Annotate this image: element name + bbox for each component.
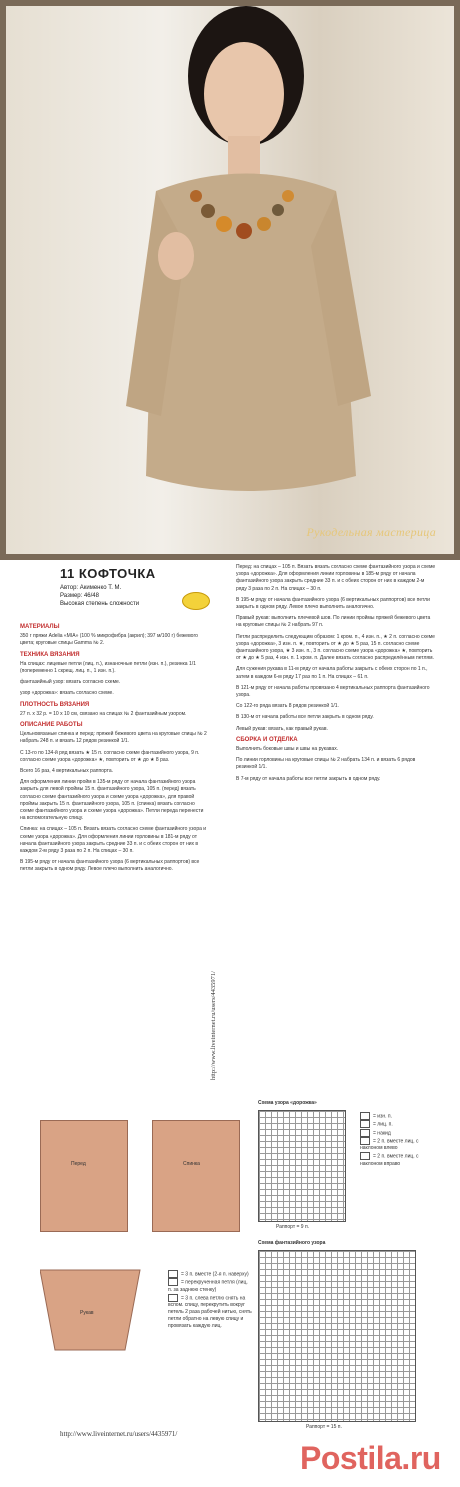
work-title: ОПИСАНИЕ РАБОТЫ bbox=[20, 722, 83, 729]
legend-item-wrap: = 3 п. слева петлю снять на вспом. спицу, перекрутить вокруг петель 2 раза рабочей нитью, снять петли обратно на левую спицу и провязать каждую лиц. bbox=[168, 1294, 252, 1329]
sleeve-text-2: Петли распределить следующим образом: 1 кром. п., 4 изн. п., ★ 2 п. согласно схеме узора «дорожка», 3 изн. п. ★, повторить от ★ до ★ 5 раз, 15 п. согласно схеме фантазийного узора, ★ 3 изн. п., 3 п. согласно схеме узора «дорожка» ★, повторить от ★ до ★ 5 раз, 4 изн. п. 1 кром. п. Далее вязать согласно распределённым петлям. bbox=[236, 633, 435, 662]
photo-watermark: Рукодельная мастерица bbox=[306, 525, 436, 539]
work-text-6: В 195-м ряду от начала фантазийного узора (6 вертикальных раппортов) все петли закрыть в одном ряду. Левое плечо выполнить аналогично. bbox=[20, 859, 200, 873]
work-text-1: Цельновязаные спинка и перед: пряжей бежевого цвета на круговые спицы № 2 набрать 248 п. и вязать 12 рядов резинкой 1/1. bbox=[20, 731, 207, 745]
pattern-schemes bbox=[20, 1100, 460, 1480]
assembly-title: СБОРКА И ОТДЕЛКА bbox=[236, 736, 298, 743]
work-text-4: Для оформления линии пройм в 135-м ряду от начала фантазийного узора закрыть для левой проймы 15 п. фантазийного узора, 105 п. (перед) вязать согласно схеме фантазийного узора и схеме узора «дорожка», для правой проймы закрыть 15 п. фантазийного узора, 105 п. (спинка) вязать согласно схеме фантазийного узора и схеме узора «дорожка». Петли переда перенести на вспомогательную спицу. bbox=[20, 779, 204, 822]
technique-title: ТЕХНИКА ВЯЗАНИЯ bbox=[20, 651, 80, 658]
front-text: Перед: на спицах – 105 п. Вязать вязать согласно схеме фантазийного узора и схеме узора «дорожка». Для оформления линии горловины в 185-м ряду от начала фантазийного узора закрыть средние 33 п. и с обеих сторон от них в каждом 2-м ряду 3 раза по 2 п. На спицах – 30 п. bbox=[236, 564, 436, 592]
sleeve-label: Рукав bbox=[80, 1310, 94, 1316]
legend-item-twisted: = перекрученная петля (лиц. п. за заднюю стенку) bbox=[168, 1279, 248, 1293]
front-text-2: В 195-м ряду от начала фантазийного узора (6 вертикальных раппортов) все петли закрыть в одном ряду. Левое плечо выполнить аналогично. bbox=[236, 596, 430, 611]
sleeve-piece bbox=[40, 1260, 150, 1370]
author: Автор: Акименко Т. М. bbox=[60, 585, 122, 591]
text-column-left bbox=[20, 624, 210, 878]
model-photo bbox=[0, 0, 460, 560]
assembly-text-3: В 7-м ряду от начала работы все петли закрыть в одном ряду. bbox=[236, 775, 381, 782]
work-text-5: Спинка: на спицах – 105 п. Вязать вязать согласно схеме фантазийного узора и схеме узора «дорожка». Для оформления линии горловины в 181-м ряду от начала фантазийного узора закрыть средние 33 п. и с обеих сторон от них в каждом 2-м ряду 3 раза по 2 п. На спицах – 30 п. bbox=[20, 826, 207, 855]
article-meta bbox=[60, 584, 180, 608]
track-scheme-title: Схема узора «дорожка» bbox=[258, 1100, 317, 1106]
k2tog-left-symbol-icon bbox=[360, 1137, 370, 1145]
front-label: Перед bbox=[71, 1161, 86, 1167]
postila-logo[interactable] bbox=[300, 1440, 441, 1477]
track-rapport: Раппорт = 9 п. bbox=[276, 1224, 310, 1230]
density-title: ПЛОТНОСТЬ ВЯЗАНИЯ bbox=[20, 701, 90, 708]
postila-tld: ru bbox=[409, 1440, 441, 1476]
fancy-rapport: Раппорт = 15 п. bbox=[306, 1424, 342, 1430]
vertical-url: http://www.liveinternet.ru/users/4435971/ bbox=[210, 971, 217, 1080]
model-illustration bbox=[116, 6, 376, 560]
symbol-legend-2 bbox=[168, 1270, 252, 1330]
bottom-url: http://www.liveinternet.ru/users/4435971/ bbox=[60, 1430, 178, 1438]
postila-dot: . bbox=[401, 1440, 410, 1476]
text-column-right bbox=[236, 564, 436, 787]
pattern-page bbox=[20, 560, 440, 1480]
materials-text: 350 г пряжи Adelia «MIA» (100 % микрофибра (акрил); 397 м/100 г) бежевого цвета; круговые спицы Gamma № 2. bbox=[20, 633, 198, 647]
legend-item-k2tog-right: = 2 п. вместе лиц. с наклоном вправо bbox=[360, 1153, 419, 1167]
twisted-stitch-symbol-icon bbox=[168, 1278, 178, 1286]
front-piece bbox=[40, 1120, 128, 1232]
density-text: 27 п. x 32 р. = 10 x 10 см, связано на спицах № 2 фантазийным узором. bbox=[20, 710, 187, 717]
legend-item-yarnover: = накид bbox=[360, 1129, 440, 1137]
work-text-3: Всего 16 раз, 4 вертикальных раппорта. bbox=[20, 768, 114, 775]
technique-text-2: фантазийный узор: вязать согласно схеме. bbox=[20, 679, 121, 686]
difficulty: Высокая степень сложности bbox=[60, 601, 140, 607]
yarn-brand-logo bbox=[182, 592, 210, 610]
technique-text-3: узор «дорожка»: вязать согласно схеме. bbox=[20, 690, 114, 697]
sleeve-text-5: Со 122-го ряда вязать 8 рядов резинкой 1/1. bbox=[236, 703, 339, 710]
symbol-legend bbox=[360, 1112, 440, 1168]
track-scheme-grid bbox=[258, 1110, 346, 1222]
sleeve-text: Правый рукав: выполнить плечевой шов. По линии проймы пряжей бежевого цвета на круговые спицы № 2 набрать 97 п. bbox=[236, 615, 431, 629]
sleeve-text-6: В 130-м от начала работы все петли закрыть в одном ряду. bbox=[236, 714, 374, 721]
legend-item-k3tog: = 3 п. вместе (2-я п. наверху) bbox=[168, 1270, 252, 1278]
assembly-text-2: По линии горловины на круговые спицы № 2 набрать 134 п. и вязать 6 рядов резинкой 1/1. bbox=[236, 757, 416, 771]
legend-item-knit: = лиц. п. bbox=[360, 1120, 440, 1128]
fancy-scheme-grid bbox=[258, 1250, 416, 1422]
postila-name: Postila bbox=[300, 1440, 402, 1476]
legend-item-purl: = изн. п. bbox=[360, 1112, 440, 1120]
size: Размер: 46/48 bbox=[60, 593, 99, 599]
sleeve-text-4: В 121-м ряду от начала работы провязано 4 вертикальных раппорта фантазийного узора. bbox=[236, 684, 430, 699]
work-text-2: С 13-го по 134-й ряд вязать ★ 15 п. согласно схеме фантазийного узора, 9 п. согласно схеме узора «дорожка» ★, повторить от ★ до ★ 8 раз. bbox=[20, 749, 200, 763]
back-piece bbox=[152, 1120, 240, 1232]
article-title: 11 КОФТОЧКА bbox=[60, 566, 156, 581]
back-label: Спинка bbox=[183, 1161, 200, 1167]
knit-symbol-icon bbox=[360, 1120, 370, 1128]
k3tog-symbol-icon bbox=[168, 1270, 178, 1278]
legend-item-k2tog-left: = 2 п. вместе лиц. с наклоном влево bbox=[360, 1138, 419, 1152]
purl-symbol-icon bbox=[360, 1112, 370, 1120]
sleeve-text-3: Для сужения рукава в 11-м ряду от начала работы закрыть с обеих сторон по 1 п., затем в каждом 6-м ряду 17 раз по 1 п. На спицах – 61 п. bbox=[236, 666, 428, 680]
fancy-scheme-title: Схема фантазийного узора bbox=[258, 1240, 326, 1246]
sleeve-text-7: Левый рукав: вязать, как правый рукав. bbox=[236, 725, 328, 732]
wrap-symbol-icon bbox=[168, 1294, 178, 1302]
k2tog-right-symbol-icon bbox=[360, 1152, 370, 1160]
materials-title: МАТЕРИАЛЫ bbox=[20, 624, 60, 630]
technique-text: На спицах: лицевые петли (лиц. п.), изнаночные петли (изн. п.), резинка 1/1 (попеременно 1 скрещ. лиц. п., 1 изн. п.). bbox=[20, 660, 196, 675]
assembly-text: Выполнить боковые швы и швы на рукавах. bbox=[236, 746, 339, 753]
yarnover-symbol-icon bbox=[360, 1129, 370, 1137]
